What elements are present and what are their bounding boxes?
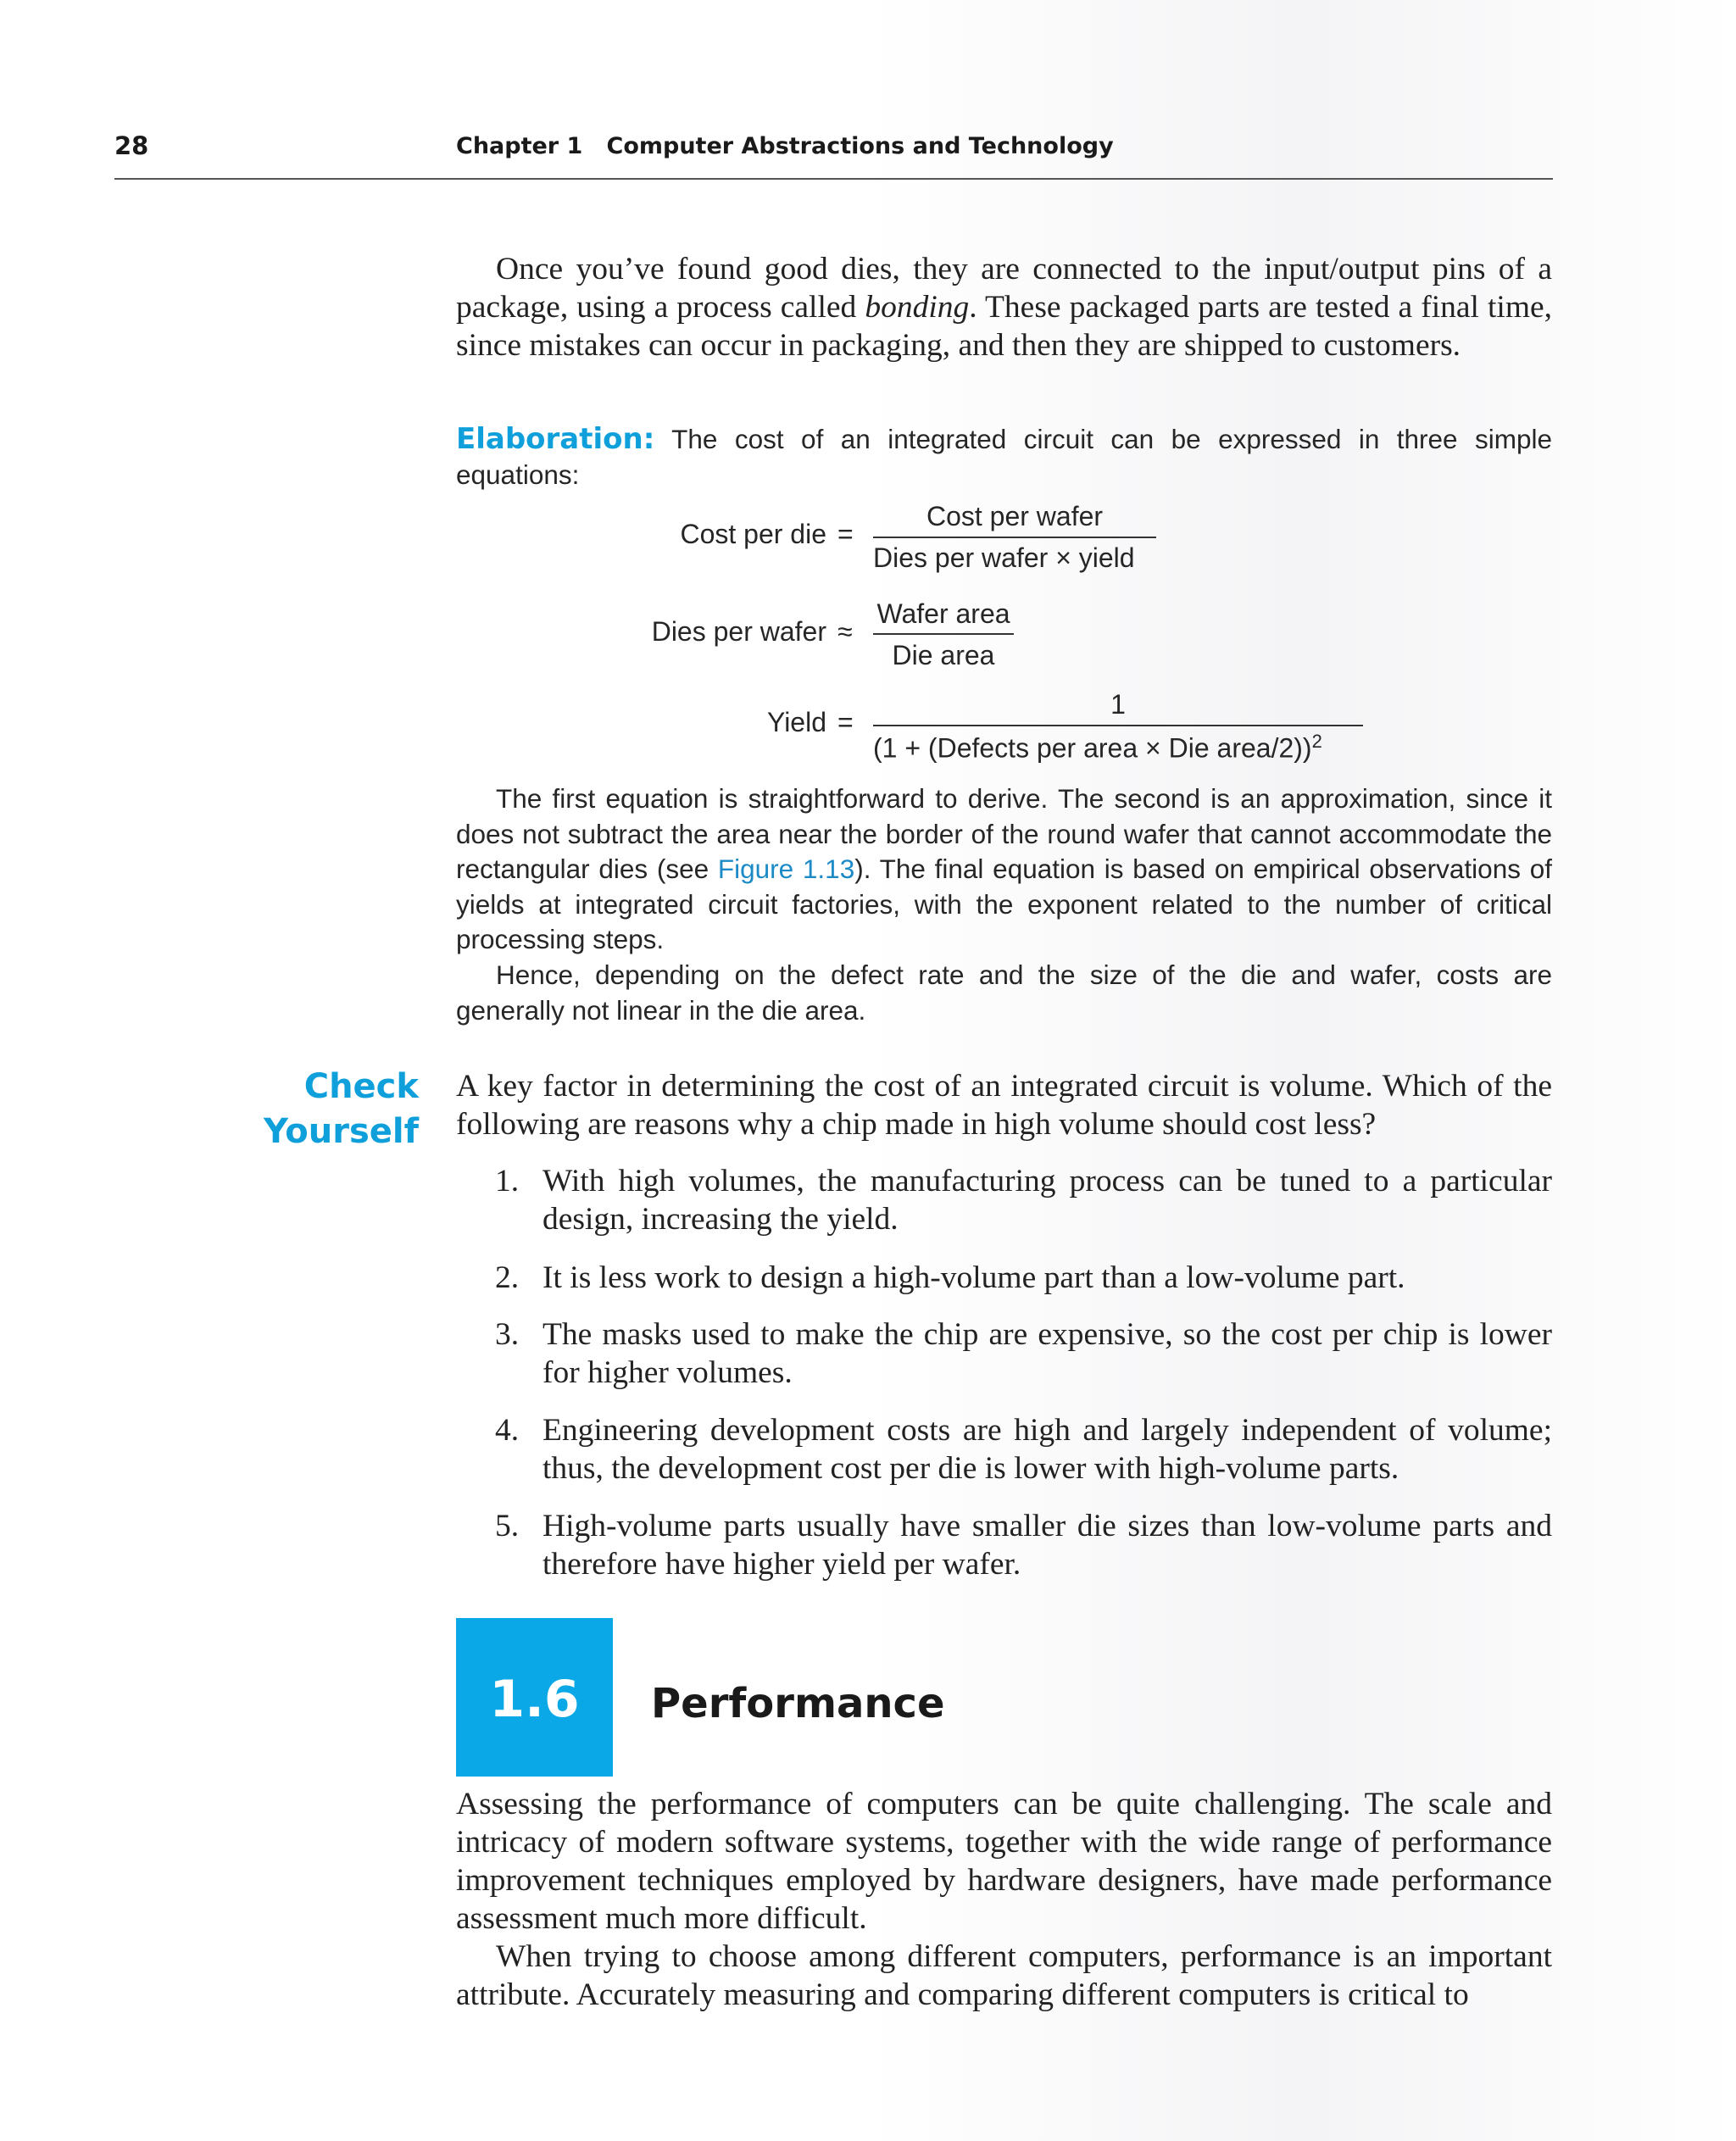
equation-2-operator: ≈ — [837, 616, 853, 647]
elaboration-p1-text-2: ). The final equation is based on empirical observations of yields at integrated circuit factories, with the exponent related to the number of critical processing steps. — [456, 854, 1552, 954]
list-item-5-number: 5. — [495, 1509, 520, 1543]
equation-3-lhs: Yield — [767, 707, 826, 737]
equation-3-operator: = — [837, 707, 854, 737]
equation-3-exponent: 2 — [1311, 731, 1322, 752]
figure-link[interactable]: Figure 1.13 — [717, 854, 855, 884]
elaboration-paragraph-1 — [456, 781, 1552, 958]
equation-1-denominator: Dies per wafer × yield — [873, 542, 1135, 573]
equation-1-lhs: Cost per die — [680, 519, 826, 549]
performance-paragraph-1: Assessing the performance of computers can be quite challenging. The scale and intricacy of modern software systems, together with the wide range of performance improvement techniques employed by hardware designers, have made performance assessment much more difficult. — [456, 1787, 1552, 1936]
list-item-2-number: 2. — [495, 1260, 520, 1295]
equation-1-operator: = — [837, 519, 854, 549]
elaboration-intro — [456, 422, 1552, 492]
equation-2-numerator: Wafer area — [876, 598, 1010, 629]
check-label-line-2: Yourself — [263, 1112, 419, 1151]
section-title: Performance — [651, 1680, 945, 1727]
equation-1-fraction-bar — [873, 537, 1156, 538]
equation-2-lhs: Dies per wafer — [651, 616, 826, 647]
list-item-3-number: 3. — [495, 1317, 520, 1352]
list-item-4-number: 4. — [495, 1413, 520, 1448]
intro-text-1: Once you’ve found good dies, they are connected to the input/output pins of a package, using a process called — [456, 252, 1552, 325]
list-item-1-text: With high volumes, the manufacturing process can be tuned to a particular design, increasing the yield. — [542, 1164, 1552, 1237]
performance-paragraph-2: When trying to choose among different computers, performance is an important attribute. Accurately measuring and comparing different computers is critical to — [456, 1939, 1552, 2012]
elaboration-intro-text: The cost of an integrated circuit can be expressed in three simple equations: — [456, 424, 1552, 490]
elaboration-p1-text-1: The first equation is straightforward to derive. The second is an approximation, since it does not subtract the area near the border of the round wafer that cannot accommodate the rectangular dies (see — [456, 783, 1552, 884]
elaboration-paragraph-2: Hence, depending on the defect rate and the size of the die and wafer, costs are generally not linear in the die area. — [456, 959, 1552, 1026]
intro-text-2: . These packaged parts are tested a final time, since mistakes can occur in packaging, and then they are shipped to customers. — [456, 290, 1553, 363]
page-number: 28 — [114, 131, 149, 160]
check-label-line-1: Check — [303, 1067, 419, 1106]
list-item-5-text: High-volume parts usually have smaller die sizes than low-volume parts and therefore have higher yield per wafer. — [542, 1509, 1552, 1582]
equation-3-fraction-bar — [873, 725, 1363, 726]
equation-2-denominator: Die area — [892, 640, 995, 670]
equation-2-fraction-bar — [873, 633, 1014, 635]
running-head: Chapter 1 Computer Abstractions and Technology — [456, 133, 1114, 159]
elaboration-label: Elaboration: — [456, 422, 655, 456]
list-item-3-text: The masks used to make the chip are expensive, so the cost per chip is lower for higher volumes. — [542, 1317, 1552, 1390]
check-yourself-question: A key factor in determining the cost of an integrated circuit is volume. Which of the following are reasons why a chip made in high volume should cost less? — [456, 1069, 1552, 1142]
section-number: 1.6 — [489, 1670, 580, 1729]
equation-3-denominator-text: (1 + (Defects per area × Die area/2)) — [873, 732, 1312, 764]
intro-italic-term: bonding — [865, 290, 970, 325]
equation-1-numerator: Cost per wafer — [926, 501, 1104, 531]
header-rule — [114, 178, 1553, 180]
check-yourself-label — [212, 1065, 419, 1154]
list-item-2-text: It is less work to design a high-volume part than a low-volume part. — [542, 1260, 1405, 1295]
list-item-4-text: Engineering development costs are high and largely independent of volume; thus, the development cost per die is lower with high-volume parts. — [542, 1413, 1552, 1486]
list-item-1-number: 1. — [495, 1164, 520, 1198]
equation-3-numerator: 1 — [1110, 689, 1126, 720]
intro-paragraph — [456, 250, 1552, 364]
equation-3-denominator — [873, 731, 1322, 765]
